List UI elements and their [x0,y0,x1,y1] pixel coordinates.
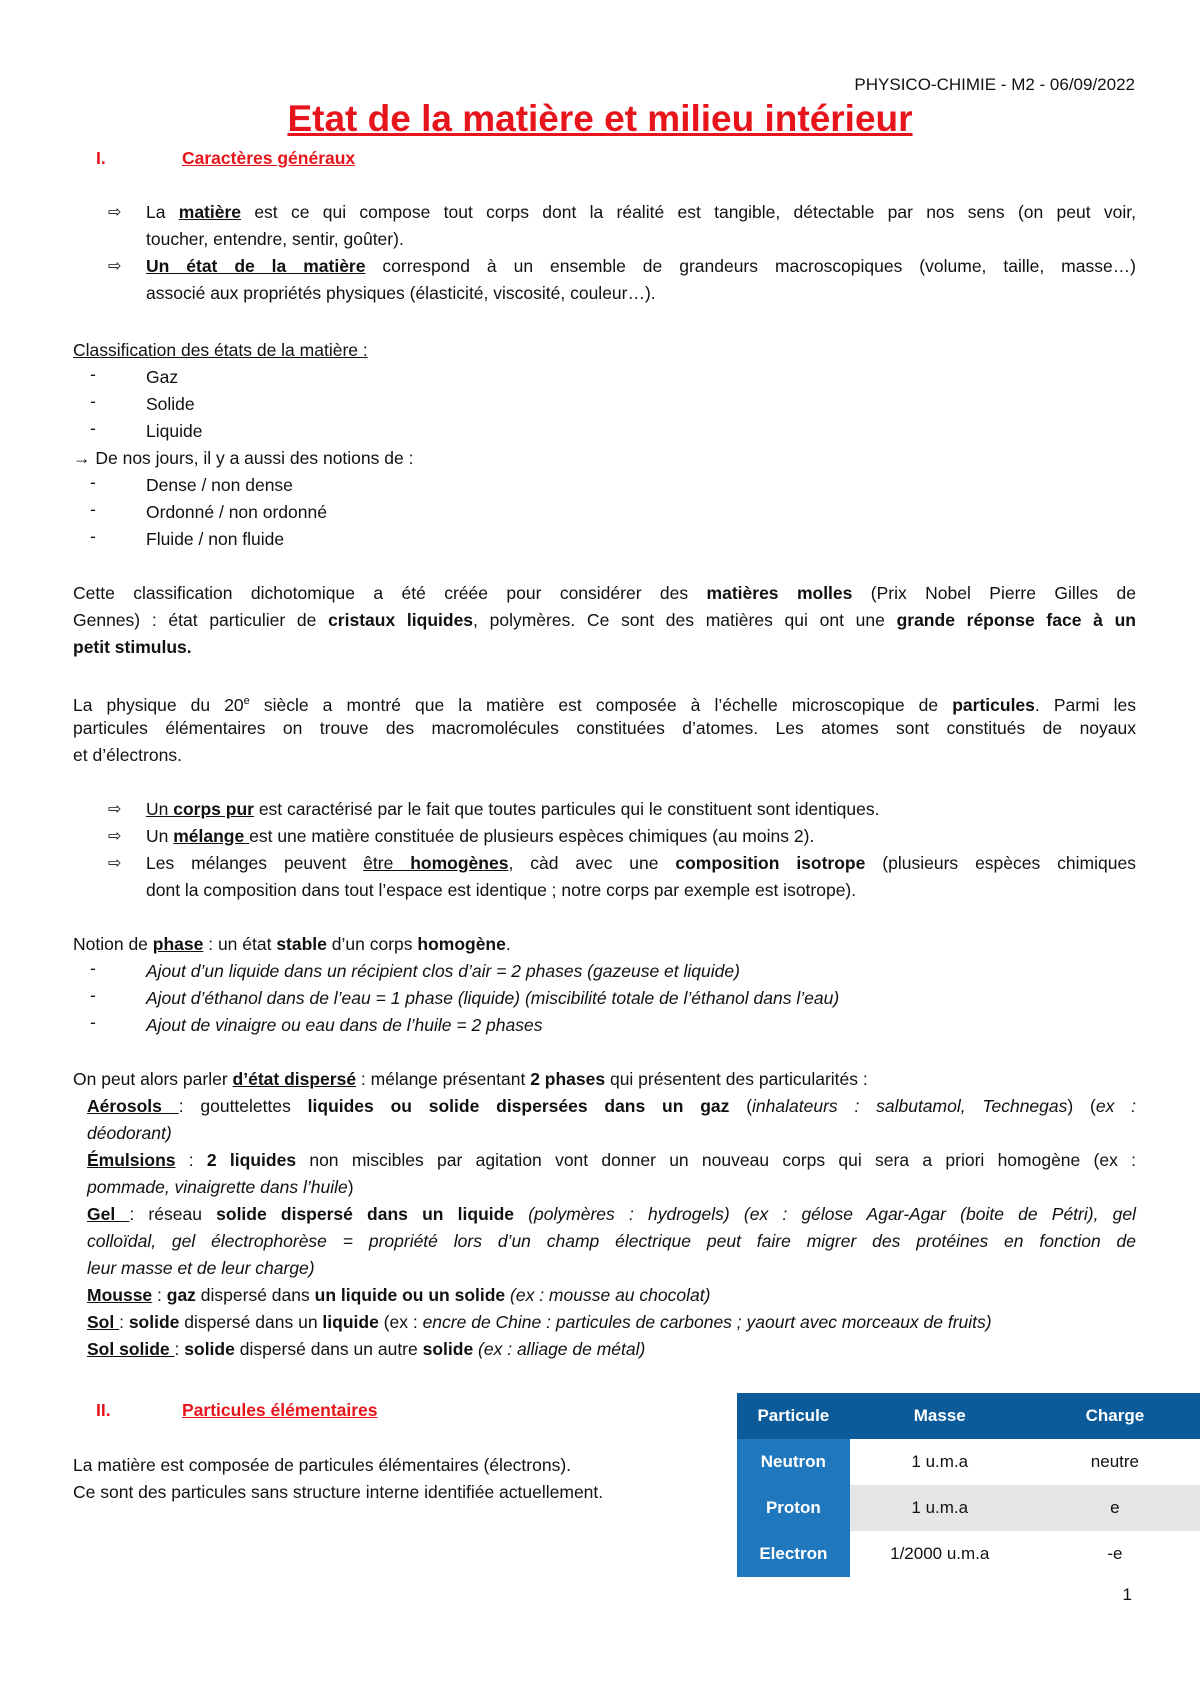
list-dash: - [90,364,96,384]
cell-charge: e [1030,1485,1200,1531]
dispersed-state-intro: On peut alors parler d’état dispersé : mélange présentant 2 phases qui présentent des particularités : [73,1069,868,1089]
state-item-gaz: Gaz [146,367,179,387]
list-dash: - [90,526,96,546]
list-dash: - [90,958,96,978]
gel-line-1: Gel : réseau solide dispersé dans un liquide (polymères : hydrogels) (ex : gélose Agar-Agar (boite de Pétri), gel [87,1204,1136,1224]
arrow-bullet-icon: ⇨ [108,801,122,818]
section-2-title: Particules élémentaires [182,1400,378,1420]
header-charge: Charge [1030,1393,1200,1439]
corps-pur-bullet: Un corps pur est caractérisé par le fait que toutes particules qui le constituent sont identiques. [146,799,880,819]
matter-definition-line-2: toucher, entendre, sentir, goûter). [146,229,404,249]
row-head-proton: Proton [737,1485,850,1531]
list-dash: - [90,418,96,438]
section-1-number: I. [96,148,106,168]
state-item-liquide: Liquide [146,421,203,441]
emulsions-line-2: pommade, vinaigrette dans l’huile) [87,1177,354,1197]
table-row [737,1485,1200,1531]
cell-mass: 1 u.m.a [850,1485,1030,1531]
cell-charge: -e [1030,1531,1200,1577]
list-dash: - [90,472,96,492]
cell-charge: neutre [1030,1439,1200,1485]
arrow-bullet-icon: ⇨ [108,258,122,275]
emulsions-line-1: Émulsions : 2 liquides non miscibles par agitation vont donner un nouveau corps qui sera a priori homogène (ex : [87,1150,1137,1170]
arrow-bullet-icon: ⇨ [108,828,122,845]
section-2-heading [96,1397,378,1424]
aerosols-line-2: déodorant) [87,1123,172,1143]
header-particule: Particule [737,1393,850,1439]
melange-bullet: Un mélange est une matière constituée de plusieurs espèces chimiques (au moins 2). [146,826,815,846]
sol-solide-line: Sol solide : solide dispersé dans un autre solide (ex : alliage de métal) [87,1339,646,1359]
soft-matter-line-1: Cette classification dichotomique a été créée pour considérer des matières molles (Prix Nobel Pierre Gilles de [73,583,1137,603]
matter-definition-line-1: La matière est ce qui compose tout corps dont la réalité est tangible, détectable par nos sens (on peut voir, [146,202,1136,222]
homogenes-bullet-line-2: dont la composition dans tout l’espace est identique ; notre corps par exemple est isotrope). [146,880,857,900]
header-masse: Masse [850,1393,1030,1439]
section-1-title: Caractères généraux [182,148,356,168]
notion-item-ordonne: Ordonné / non ordonné [146,502,327,522]
gel-line-2: colloïdal, gel électrophorèse = propriété lors d’un champ électrique peut faire migrer des protéines en fonction de [87,1231,1136,1251]
table-row [737,1439,1200,1485]
notion-item-fluide: Fluide / non fluide [146,529,285,549]
arrow-bullet-icon: ⇨ [108,855,122,872]
page-title: Etat de la matière et milieu intérieur [287,98,913,139]
section-2-line-1: La matière est composée de particules élémentaires (électrons). [73,1455,572,1475]
list-dash: - [90,985,96,1005]
row-head-electron: Electron [737,1531,850,1577]
arrow-bullet-icon: ⇨ [108,204,122,221]
particles-para-line-1: La physique du 20e siècle a montré que la matière est composée à l’échelle microscopique de particules. Parmi les [73,694,1136,715]
particles-para-line-3: et d’électrons. [73,745,182,765]
term-matiere: matière [178,202,242,222]
soft-matter-line-3: petit stimulus. [73,637,192,657]
phase-example-1: Ajout d’un liquide dans un récipient clos d’air = 2 phases (gazeuse et liquide) [146,961,740,981]
course-reference: PHYSICO-CHIMIE - M2 - 06/09/2022 [854,75,1135,94]
soft-matter-line-2: Gennes) : état particulier de cristaux liquides, polymères. Ce sont des matières qui ont une grande réponse face à un [73,610,1136,630]
list-dash: - [90,499,96,519]
cell-mass: 1 u.m.a [850,1439,1030,1485]
gel-line-3: leur masse et de leur charge) [87,1258,315,1278]
section-2-number: II. [96,1400,111,1420]
particles-para-line-2: particules élémentaires on trouve des macromolécules constituées d’atomes. Les atomes sont constitués de noyaux [73,718,1136,738]
state-definition-line-1: Un état de la matière correspond à un ensemble de grandeurs macroscopiques (volume, taille, masse…) [146,256,1137,276]
section-2-line-2: Ce sont des particules sans structure interne identifiée actuellement. [73,1482,604,1502]
particle-table-header [737,1393,1200,1439]
table-row [737,1531,1200,1577]
cell-mass: 1/2000 u.m.a [850,1531,1030,1577]
section-1-heading [96,145,356,172]
notion-item-dense: Dense / non dense [146,475,293,495]
mousse-line: Mousse : gaz dispersé dans un liquide ou un solide (ex : mousse au chocolat) [87,1285,711,1305]
particle-table [737,1393,1200,1577]
phase-example-3: Ajout de vinaigre ou eau dans de l’huile = 2 phases [146,1015,543,1035]
phase-notion: Notion de phase : un état stable d’un corps homogène. [73,934,511,954]
notions-intro: → De nos jours, il y a aussi des notions de : [73,448,414,468]
list-dash: - [90,391,96,411]
state-definition-line-2: associé aux propriétés physiques (élasticité, viscosité, couleur…). [146,283,656,303]
page-number: 1 [1122,1585,1132,1604]
term-etat-matiere: Un état de la matière [146,256,366,276]
phase-example-2: Ajout d’éthanol dans de l’eau = 1 phase (liquide) (miscibilité totale de l’éthanol dans l’eau) [146,988,840,1008]
classification-heading: Classification des états de la matière : [73,340,368,360]
state-item-solide: Solide [146,394,195,414]
sol-line: Sol : solide dispersé dans un liquide (ex : encre de Chine : particules de carbones ; yaourt avec morceaux de fruits) [87,1312,992,1332]
aerosols-line-1: Aérosols : gouttelettes liquides ou solide dispersées dans un gaz (inhalateurs : salbutamol, Technegas) (ex : [87,1096,1137,1116]
list-dash: - [90,1012,96,1032]
row-head-neutron: Neutron [737,1439,850,1485]
homogenes-bullet-line-1: Les mélanges peuvent être homogènes, càd avec une composition isotrope (plusieurs espèces chimiques [146,853,1136,873]
